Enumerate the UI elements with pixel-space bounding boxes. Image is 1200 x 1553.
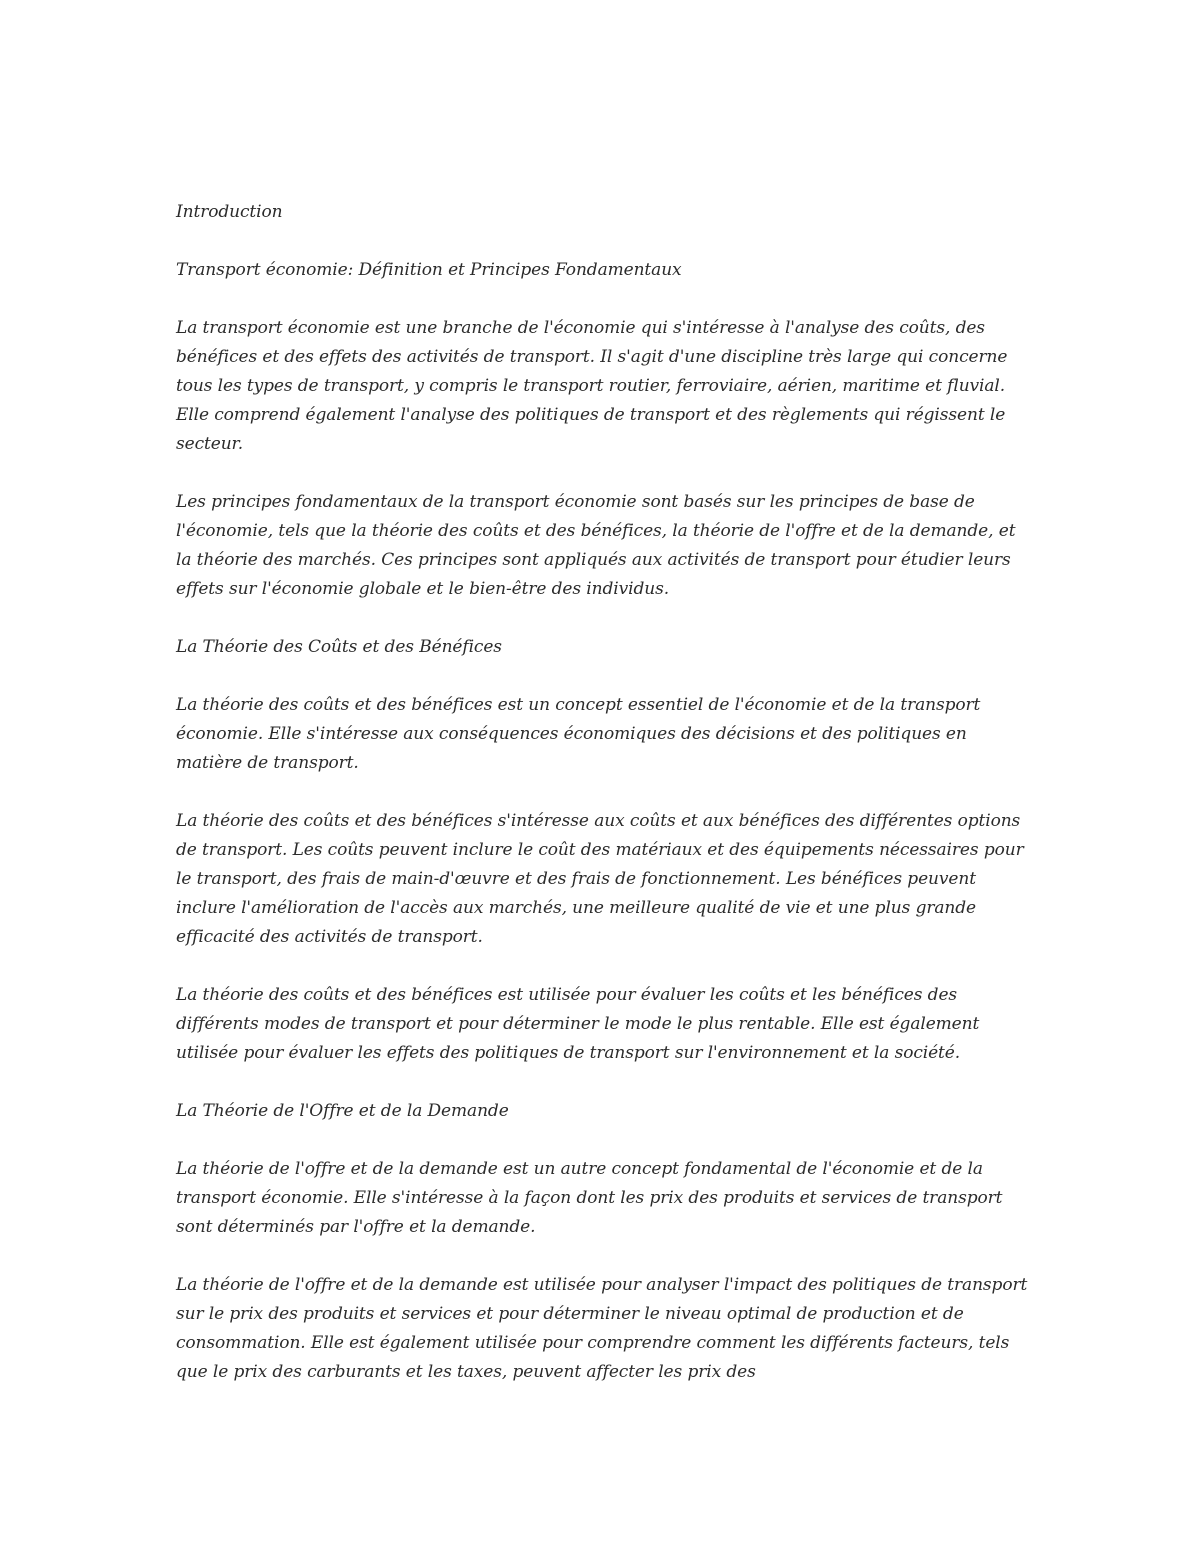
paragraph-principles: Les principes fondamentaux de la transport économie sont basés sur les principes de base de l'économie, tels que la théorie des coûts et des bénéfices, la théorie de l'offre et de la demande, et la théorie des marchés. Ces principes sont appliqués aux activités de transport pour étudier leurs effets sur l'économie globale et le bien-être des individus. (176, 492, 1016, 599)
paragraph-supply-intro: La théorie de l'offre et de la demande est un autre concept fondamental de l'économie et de la transport économie. Elle s'intéresse à la façon dont les prix des produits et services de transport sont déterminés par l'offre et la demande. (176, 1159, 1003, 1237)
intro-heading: Introduction (176, 202, 283, 222)
paragraph-costs-detail: La théorie des coûts et des bénéfices s'intéresse aux coûts et aux bénéfices des différentes options de transport. Les coûts peuvent inclure le coût des matériaux et des équipements nécessaires pour le transport, des frais de main-d'œuvre et des frais de fonctionnement. Les bénéfices peuvent inclure l'amélioration de l'accès aux marchés, une meilleure qualité de vie et une plus grande efficacité des activités de transport. (176, 811, 1024, 947)
paragraph-supply-usage: La théorie de l'offre et de la demande est utilisée pour analyser l'impact des politiques de transport sur le prix des produits et services et pour déterminer le niveau optimal de production et de consommation. Elle est également utilisée pour comprendre comment les différents facteurs, tels que le prix des carburants et les taxes, peuvent affecter les prix des (176, 1275, 1028, 1382)
paragraph-costs-usage: La théorie des coûts et des bénéfices est utilisée pour évaluer les coûts et les bénéfices des différents modes de transport et pour déterminer le mode le plus rentable. Elle est également utilisée pour évaluer les effets des politiques de transport sur l'environnement et la société. (176, 985, 980, 1063)
heading-supply-demand: La Théorie de l'Offre et de la Demande (176, 1101, 509, 1121)
paragraph-costs-intro: La théorie des coûts et des bénéfices est un concept essentiel de l'économie et de la transport économie. Elle s'intéresse aux conséquences économiques des décisions et des politiques en matière de transport. (176, 695, 981, 773)
section-title: Transport économie: Définition et Principes Fondamentaux (176, 260, 682, 280)
document-body (176, 198, 1036, 1416)
heading-costs-benefits: La Théorie des Coûts et des Bénéfices (176, 637, 502, 657)
paragraph-definition: La transport économie est une branche de l'économie qui s'intéresse à l'analyse des coûts, des bénéfices et des effets des activités de transport. Il s'agit d'une discipline très large qui concerne tous les types de transport, y compris le transport routier, ferroviaire, aérien, maritime et fluvial. Elle comprend également l'analyse des politiques de transport et des règlements qui régissent le secteur. (176, 318, 1008, 454)
